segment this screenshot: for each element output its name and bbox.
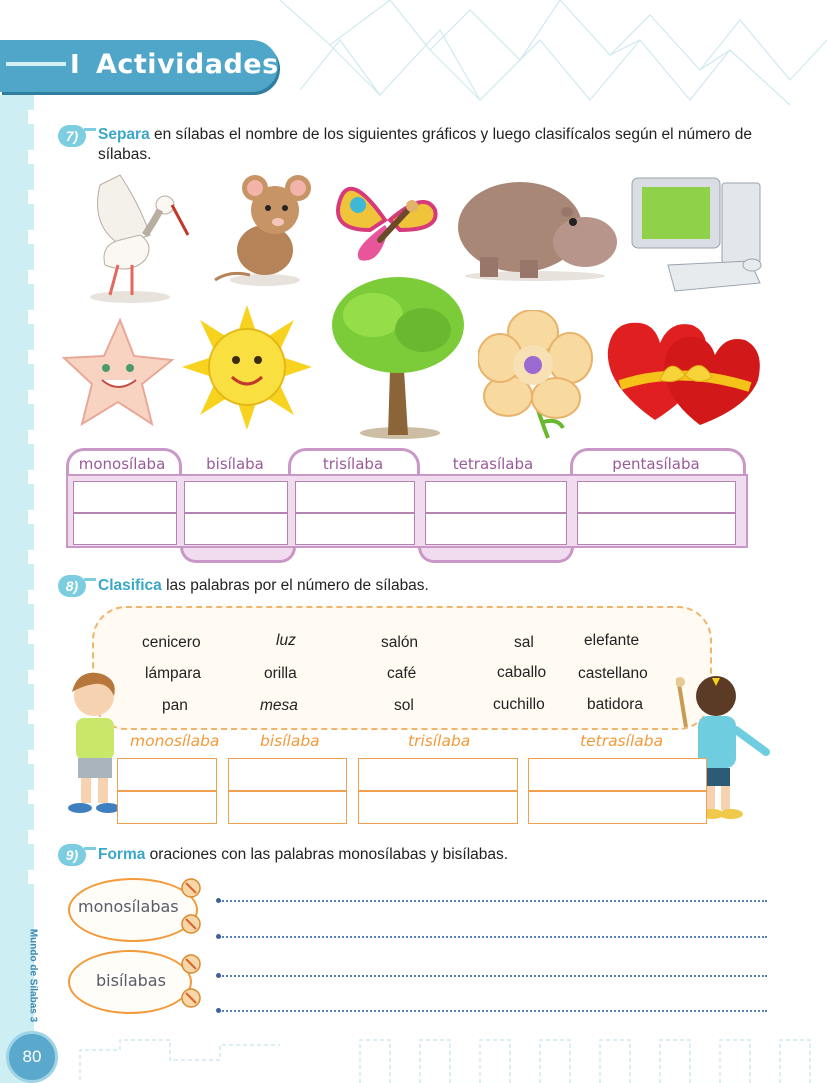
word: lámpara	[145, 665, 201, 682]
computer-image	[630, 173, 770, 298]
answer-cell[interactable]	[295, 481, 415, 513]
answer-cell[interactable]	[425, 513, 567, 545]
question-7-instruction	[98, 125, 778, 165]
question-tail	[84, 847, 96, 850]
row-divider	[359, 790, 517, 792]
table8-header-trisilaba: trisílaba	[408, 732, 471, 750]
border-notch	[28, 830, 38, 844]
mouse-image	[210, 170, 315, 290]
border-notch	[28, 310, 38, 324]
table8-column-bisilaba[interactable]	[228, 758, 347, 824]
answer-line[interactable]	[219, 1010, 767, 1012]
word: elefante	[584, 632, 640, 649]
table7-header-monosilaba: monosílaba	[78, 455, 166, 473]
table8-column-monosilaba[interactable]	[117, 758, 217, 824]
question-number-8: 8)	[58, 575, 86, 597]
border-notch	[28, 790, 38, 804]
table8-column-tetrasilaba[interactable]	[528, 758, 707, 824]
pencil-icons	[178, 878, 204, 1008]
border-notch	[28, 630, 38, 644]
answer-cell[interactable]	[184, 481, 288, 513]
answer-cell[interactable]	[184, 513, 288, 545]
word: caballo	[497, 664, 547, 681]
table8-header-bisilaba: bisílaba	[260, 732, 320, 750]
stork-image	[60, 165, 200, 305]
border-notch	[28, 590, 38, 604]
border-notch	[28, 550, 38, 564]
border-notch	[28, 870, 38, 884]
border-notch	[28, 190, 38, 204]
unit-number: I	[70, 50, 80, 80]
border-notch	[28, 670, 38, 684]
word: salón	[381, 634, 419, 651]
word: cenicero	[142, 634, 201, 651]
word: mesa	[260, 697, 298, 714]
hippopotamus-image	[455, 172, 620, 282]
tree-image	[328, 275, 466, 440]
line-dot	[216, 973, 221, 978]
border-notch	[28, 230, 38, 244]
label-bisilabas: bisílabas	[96, 971, 166, 990]
table8-column-trisilaba[interactable]	[358, 758, 518, 824]
sun-image	[182, 305, 312, 430]
word: orilla	[264, 665, 297, 682]
row-divider	[229, 790, 346, 792]
table7-header-bisilaba: bisílaba	[206, 455, 264, 473]
answer-cell[interactable]	[73, 513, 177, 545]
question-9-keyword: Forma	[98, 846, 146, 863]
table8-header-tetrasilaba: tetrasílaba	[580, 732, 664, 750]
question-7-keyword: Separa	[98, 126, 150, 143]
question-number-9: 9)	[58, 844, 86, 866]
flower-image	[478, 310, 593, 440]
border-notch	[28, 270, 38, 284]
answer-line[interactable]	[219, 975, 767, 977]
word: batidora	[587, 696, 644, 713]
answer-line[interactable]	[219, 900, 767, 902]
question-7-text: en sílabas el nombre de los siguientes gráficos y luego clasifícalos según el número de sílabas.	[98, 126, 752, 163]
word: café	[387, 665, 417, 682]
answer-cell[interactable]	[295, 513, 415, 545]
border-notch	[28, 710, 38, 724]
border-notch	[28, 430, 38, 444]
row-divider	[118, 790, 216, 792]
line-dot	[216, 1008, 221, 1013]
word: cuchillo	[493, 696, 545, 713]
border-notch	[28, 510, 38, 524]
line-dot	[216, 898, 221, 903]
word: castellano	[578, 665, 648, 682]
hearts-image	[600, 315, 765, 430]
line-dot	[216, 934, 221, 939]
page-title: Actividades	[96, 49, 279, 80]
border-notch	[28, 750, 38, 764]
word: sol	[394, 697, 414, 714]
footer-decoration	[60, 1030, 827, 1083]
answer-cell[interactable]	[425, 481, 567, 513]
question-number-7: 7)	[58, 125, 86, 147]
answer-cell[interactable]	[577, 513, 736, 545]
question-9-instruction	[98, 845, 508, 865]
table7-header-trisilaba: trisílaba	[322, 455, 384, 473]
question-tail	[84, 128, 96, 131]
question-8-keyword: Clasifica	[98, 577, 162, 594]
table8-header-monosilaba: monosílaba	[130, 732, 220, 750]
star-image	[60, 318, 175, 430]
question-8-instruction	[98, 576, 429, 596]
answer-line[interactable]	[219, 936, 767, 938]
border-notch	[28, 110, 38, 124]
answer-cell[interactable]	[73, 481, 177, 513]
table7-header-pentasilaba: pentasílaba	[612, 455, 700, 473]
header-stripe	[6, 62, 66, 66]
row-divider	[529, 790, 706, 792]
table7-header-tetrasilaba: tetrasílaba	[452, 455, 534, 473]
answer-cell[interactable]	[577, 481, 736, 513]
page-number: 80	[6, 1031, 58, 1083]
border-notch	[28, 390, 38, 404]
word: luz	[276, 632, 296, 649]
question-9-text: oraciones con las palabras monosílabas y bisílabas.	[145, 846, 509, 863]
border-notch	[28, 150, 38, 164]
word: pan	[162, 697, 188, 714]
label-monosilabas: monosílabas	[78, 897, 179, 916]
question-tail	[84, 578, 96, 581]
border-notch	[28, 470, 38, 484]
border-notch	[28, 350, 38, 364]
question-8-text: las palabras por el número de sílabas.	[161, 577, 429, 594]
butterfly-image	[330, 170, 445, 265]
book-title-vertical: Mundo de Sílabas 3	[27, 928, 39, 1023]
word: sal	[514, 634, 534, 651]
